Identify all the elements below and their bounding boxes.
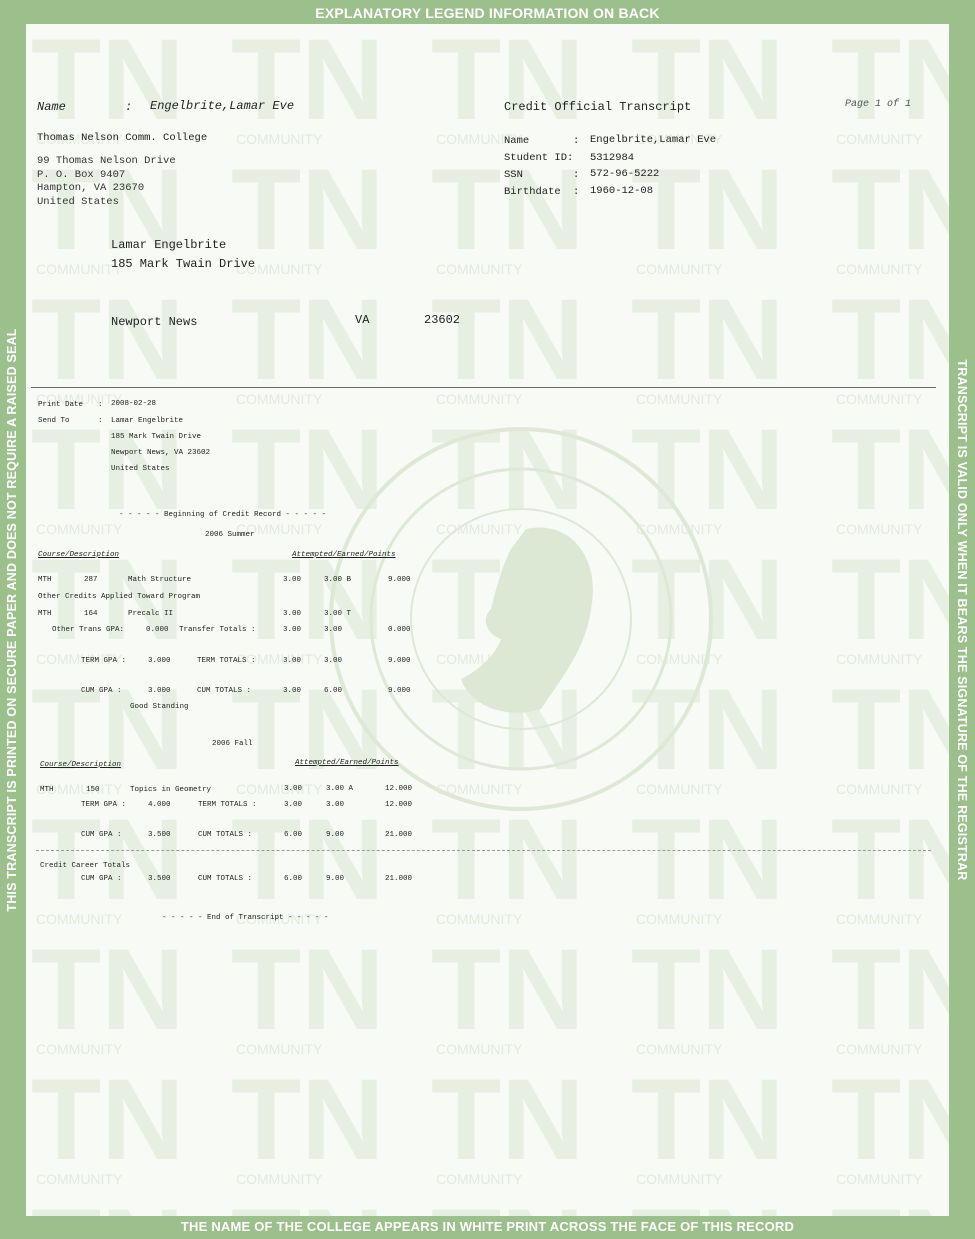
ssn-value: 572-96-5222 xyxy=(590,168,660,180)
aep-header: Attempted/Earned/Points xyxy=(292,551,396,559)
cum-gpa-label: CUM GPA : xyxy=(81,831,122,839)
aep-header: Attempted/Earned/Points xyxy=(295,759,399,767)
course-description: Precalc II xyxy=(128,610,174,618)
cum-totals-label: CUM TOTALS : xyxy=(197,687,252,695)
cum-points: 9.000 xyxy=(388,687,411,695)
term-gpa-label: TERM GPA : xyxy=(81,801,127,809)
course-points: 9.000 xyxy=(388,576,411,584)
college-address xyxy=(37,155,176,209)
send-to-line: 185 Mark Twain Drive xyxy=(111,433,202,441)
mailing-state: VA xyxy=(355,313,370,327)
section-divider xyxy=(31,387,936,388)
cum-attempted: 6.00 xyxy=(284,831,303,839)
ssn-sep: : xyxy=(573,169,580,181)
course-attempted: 3.00 xyxy=(284,785,303,793)
term-points: 9.000 xyxy=(388,657,411,665)
name-value: Engelbrite,Lamar Eve xyxy=(150,99,295,113)
cum-points: 21.000 xyxy=(385,831,413,839)
top-border-legend: EXPLANATORY LEGEND INFORMATION ON BACK xyxy=(315,5,660,21)
trans-points: 0.000 xyxy=(388,626,411,634)
bottom-border-legend: THE NAME OF THE COLLEGE APPEARS IN WHITE PRINT ACROSS THE FACE OF THIS RECORD xyxy=(180,1219,795,1234)
print-date-label: Print Date xyxy=(38,401,84,409)
send-to-label: Send To xyxy=(38,417,70,425)
cum-gpa-value: 3.000 xyxy=(148,687,171,695)
student-id-value: 5312984 xyxy=(590,152,635,164)
course-header: Course/Description xyxy=(38,551,120,559)
term-totals-label: TERM TOTALS : xyxy=(197,657,256,665)
send-to-sep: : xyxy=(98,417,103,425)
career-totals-text: CUM TOTALS : xyxy=(198,875,253,883)
course-attempted: 3.00 xyxy=(283,610,302,618)
mailing-zip: 23602 xyxy=(424,313,461,327)
career-earned: 9.00 xyxy=(326,875,345,883)
term-gpa-label: TERM GPA : xyxy=(81,657,127,665)
end-transcript-banner: - - - - - End of Transcript - - - - - xyxy=(162,914,329,922)
course-points: 12.000 xyxy=(385,785,413,793)
other-credits-label: Other Credits Applied Toward Program xyxy=(38,593,201,601)
cum-attempted: 3.00 xyxy=(283,687,302,695)
print-date-value: 2008-02-28 xyxy=(111,400,157,408)
career-divider xyxy=(36,850,931,851)
name-separator: : xyxy=(125,100,133,114)
birthdate-sep: : xyxy=(573,186,580,198)
name-label: Name xyxy=(37,100,66,114)
security-paper xyxy=(26,24,949,1216)
print-date-sep: : xyxy=(98,401,103,409)
cum-totals-label: CUM TOTALS : xyxy=(198,831,253,839)
term-name: 2006 Fall xyxy=(212,740,253,748)
career-gpa-label: CUM GPA : xyxy=(81,875,122,883)
term-gpa-value: 4.000 xyxy=(148,801,171,809)
course-number: 287 xyxy=(84,576,98,584)
academic-standing: Good Standing xyxy=(130,703,189,711)
ssn-label: SSN xyxy=(504,169,523,181)
trans-attempted: 3.00 xyxy=(283,626,302,634)
right-border-legend: TRANSCRIPT IS VALID ONLY WHEN IT BEARS THE SIGNATURE OF THE REGISTRAR xyxy=(955,359,969,881)
term-earned: 3.00 xyxy=(326,801,345,809)
cum-earned: 9.00 xyxy=(326,831,345,839)
cum-gpa-label: CUM GPA : xyxy=(81,687,122,695)
term-name: 2006 Summer xyxy=(205,531,255,539)
college-address-line: 99 Thomas Nelson Drive xyxy=(37,155,176,167)
course-earned: 3.00 B xyxy=(324,576,352,584)
trans-gpa-value: 0.000 xyxy=(146,626,169,634)
term-attempted: 3.00 xyxy=(284,801,303,809)
student-name-label: Name xyxy=(504,135,530,147)
term-gpa-value: 3.000 xyxy=(148,657,171,665)
mailing-city: Newport News xyxy=(111,315,198,329)
career-attempted: 6.00 xyxy=(284,875,303,883)
course-earned: 3.00 T xyxy=(324,610,352,618)
course-subject: MTH xyxy=(40,786,54,794)
cum-gpa-value: 3.500 xyxy=(148,831,171,839)
term-attempted: 3.00 xyxy=(283,657,302,665)
course-description: Topics in Geometry xyxy=(130,786,212,794)
student-id-label: Student ID: xyxy=(504,152,574,164)
college-address-line: P. O. Box 9407 xyxy=(37,168,126,181)
send-to-line: Newport News, VA 23602 xyxy=(111,449,211,457)
career-totals-label: Credit Career Totals xyxy=(40,862,131,870)
page-number: Page 1 of 1 xyxy=(845,99,912,110)
course-header: Course/Description xyxy=(40,761,122,769)
trans-gpa-label: Other Trans GPA: xyxy=(52,626,125,634)
term-totals-label: TERM TOTALS : xyxy=(198,801,257,809)
transcript-title: Credit Official Transcript xyxy=(504,100,692,114)
student-name-sep: : xyxy=(573,135,580,147)
send-to-line: United States xyxy=(111,465,170,473)
course-earned: 3.00 A xyxy=(326,785,354,793)
send-to-line: Lamar Engelbrite xyxy=(111,417,184,425)
college-address-line: United States xyxy=(37,195,119,208)
course-description: Math Structure xyxy=(128,576,192,584)
college-name: Thomas Nelson Comm. College xyxy=(37,132,208,144)
college-address-line: Hampton, VA 23670 xyxy=(37,182,145,194)
career-points: 21.000 xyxy=(385,875,413,883)
mailing-street: 185 Mark Twain Drive xyxy=(111,257,256,271)
mailing-name: Lamar Engelbrite xyxy=(111,238,227,252)
term-earned: 3.00 xyxy=(324,657,343,665)
course-attempted: 3.00 xyxy=(283,576,302,584)
trans-totals-label: Transfer Totals : xyxy=(179,626,256,634)
term-points: 12.000 xyxy=(385,801,413,809)
cum-earned: 6.00 xyxy=(324,687,343,695)
career-gpa-value: 3.500 xyxy=(148,875,171,883)
course-number: 164 xyxy=(84,610,98,618)
birthdate-label: Birthdate xyxy=(504,186,561,198)
student-name-value: Engelbrite,Lamar Eve xyxy=(590,134,717,146)
begin-record-banner: - - - - - Beginning of Credit Record - - - - - xyxy=(119,511,327,519)
course-number: 150 xyxy=(86,786,100,794)
birthdate-value: 1960-12-08 xyxy=(590,185,654,197)
course-subject: MTH xyxy=(38,576,52,584)
left-border-legend: THIS TRANSCRIPT IS PRINTED ON SECURE PAPER AND DOES NOT REQUIRE A RAISED SEAL xyxy=(5,328,19,912)
trans-earned: 3.00 xyxy=(324,626,343,634)
course-subject: MTH xyxy=(38,610,52,618)
